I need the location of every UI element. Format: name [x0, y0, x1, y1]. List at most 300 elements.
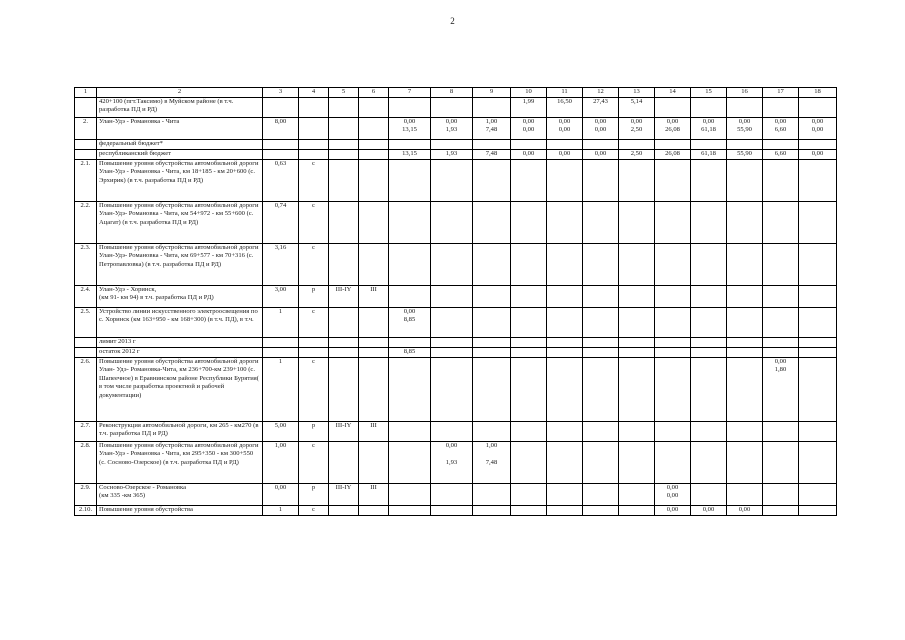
- table-cell: [299, 117, 329, 139]
- table-cell: [547, 421, 583, 441]
- table-cell: [389, 421, 431, 441]
- table-cell: [763, 139, 799, 149]
- table-cell: [727, 307, 763, 337]
- table-cell: [619, 357, 655, 421]
- table-cell: [547, 285, 583, 307]
- table-cell: 0,00: [263, 483, 299, 505]
- table-cell: [619, 347, 655, 357]
- table-cell: 0,00: [547, 149, 583, 159]
- table-cell: [511, 421, 547, 441]
- table-cell: [547, 139, 583, 149]
- table-cell: [619, 139, 655, 149]
- table-cell: [359, 97, 389, 117]
- header-cell-17: 17: [763, 88, 799, 98]
- row-number: 2.3.: [75, 243, 97, 285]
- table-cell: [763, 337, 799, 347]
- table-cell: [473, 97, 511, 117]
- header-cell-12: 12: [583, 88, 619, 98]
- row-number: 2.6.: [75, 357, 97, 421]
- table-cell: [359, 201, 389, 243]
- row-number: 2.10.: [75, 505, 97, 515]
- table-cell: [583, 243, 619, 285]
- table-cell: III: [359, 285, 389, 307]
- table-cell: 55,90: [727, 149, 763, 159]
- row-number: 2.5.: [75, 307, 97, 337]
- table-cell: [799, 505, 837, 515]
- header-cell-6: 6: [359, 88, 389, 98]
- table-cell: [329, 201, 359, 243]
- table-cell: [763, 159, 799, 201]
- header-cell-5: 5: [329, 88, 359, 98]
- table-row: [75, 139, 837, 149]
- table-cell: [691, 243, 727, 285]
- table-cell: [359, 139, 389, 149]
- table-cell: 0,00: [583, 149, 619, 159]
- table-cell: [691, 441, 727, 483]
- table-row: [75, 483, 837, 505]
- table-cell: [473, 505, 511, 515]
- table-cell: 2,50: [619, 149, 655, 159]
- table-cell: с: [299, 307, 329, 337]
- table-cell: [473, 139, 511, 149]
- row-description: Повышение уровня обустройства: [97, 505, 263, 515]
- row-number: [75, 139, 97, 149]
- table-cell: [727, 285, 763, 307]
- table-cell: [359, 307, 389, 337]
- table-cell: 1: [263, 307, 299, 337]
- table-row: [75, 149, 837, 159]
- table-cell: [473, 243, 511, 285]
- table-cell: [329, 139, 359, 149]
- table-cell: 0,00 26,08: [655, 117, 691, 139]
- table-cell: с: [299, 505, 329, 515]
- table-cell: [619, 243, 655, 285]
- table-cell: [619, 483, 655, 505]
- table-cell: [329, 441, 359, 483]
- table-cell: [763, 307, 799, 337]
- header-cell-10: 10: [511, 88, 547, 98]
- table-cell: [329, 243, 359, 285]
- table-cell: [727, 357, 763, 421]
- table-cell: с: [299, 441, 329, 483]
- row-description: Повышение уровня обустройства автомобильной дороги Улан-Удэ - Романовка - Чита, км 295+350 - км 300+550 (с. Сосново-Озерское) (в т.ч. разработка ПД и РД): [97, 441, 263, 483]
- table-cell: [299, 97, 329, 117]
- table-cell: [473, 483, 511, 505]
- table-cell: [431, 97, 473, 117]
- table-cell: [583, 307, 619, 337]
- table-cell: III-IY: [329, 285, 359, 307]
- table-cell: [473, 347, 511, 357]
- table-cell: [763, 285, 799, 307]
- table-cell: 0,00 55,90: [727, 117, 763, 139]
- table-row: [75, 357, 837, 421]
- table-cell: [655, 421, 691, 441]
- table-cell: [727, 483, 763, 505]
- table-cell: 1,00 7,48: [473, 117, 511, 139]
- table-cell: 0,00: [655, 505, 691, 515]
- table-cell: 0,00 61,18: [691, 117, 727, 139]
- table-cell: [691, 97, 727, 117]
- table-cell: 1: [263, 505, 299, 515]
- table-cell: [619, 159, 655, 201]
- header-cell-7: 7: [389, 88, 431, 98]
- table-cell: III: [359, 483, 389, 505]
- table-cell: [389, 505, 431, 515]
- table-cell: 0,00 0,00: [511, 117, 547, 139]
- table-cell: [389, 285, 431, 307]
- table-cell: [431, 159, 473, 201]
- table-cell: [359, 441, 389, 483]
- table-cell: [299, 337, 329, 347]
- table-cell: [511, 505, 547, 515]
- header-cell-11: 11: [547, 88, 583, 98]
- table-cell: [299, 139, 329, 149]
- table-cell: [763, 483, 799, 505]
- table-cell: [799, 285, 837, 307]
- table-cell: [691, 139, 727, 149]
- row-number: [75, 149, 97, 159]
- table-cell: с: [299, 201, 329, 243]
- table-cell: 0,00 2,50: [619, 117, 655, 139]
- table-cell: [763, 441, 799, 483]
- table-cell: [763, 505, 799, 515]
- table-cell: [583, 357, 619, 421]
- table-cell: р: [299, 285, 329, 307]
- table-cell: с: [299, 357, 329, 421]
- table-cell: [431, 243, 473, 285]
- table-cell: [547, 483, 583, 505]
- header-cell-9: 9: [473, 88, 511, 98]
- table-cell: [511, 483, 547, 505]
- table-cell: [655, 201, 691, 243]
- table-cell: [655, 441, 691, 483]
- table-cell: [263, 139, 299, 149]
- table-cell: [299, 149, 329, 159]
- table-cell: [359, 159, 389, 201]
- table-cell: [547, 159, 583, 201]
- table-cell: 5,14: [619, 97, 655, 117]
- table-cell: [691, 285, 727, 307]
- table-cell: [359, 357, 389, 421]
- table-cell: [691, 201, 727, 243]
- table-cell: [263, 97, 299, 117]
- row-number: 2.9.: [75, 483, 97, 505]
- table-cell: [389, 441, 431, 483]
- table-cell: 1: [263, 357, 299, 421]
- table-cell: [763, 97, 799, 117]
- page-number: 2: [450, 16, 455, 26]
- header-cell-15: 15: [691, 88, 727, 98]
- table-cell: [799, 139, 837, 149]
- table-cell: [619, 505, 655, 515]
- header-cell-14: 14: [655, 88, 691, 98]
- table-cell: 1,93: [431, 149, 473, 159]
- header-cell-13: 13: [619, 88, 655, 98]
- table-row: [75, 421, 837, 441]
- header-cell-18: 18: [799, 88, 837, 98]
- table-row: [75, 307, 837, 337]
- table-cell: [799, 421, 837, 441]
- table-cell: 13,15: [389, 149, 431, 159]
- table-cell: [799, 337, 837, 347]
- row-description: 420+100 (пгт.Таксимо) в Муйском районе (в т.ч. разработка ПД и РД): [97, 97, 263, 117]
- table-cell: [473, 201, 511, 243]
- table-cell: [799, 441, 837, 483]
- table-cell: [727, 337, 763, 347]
- row-description: Повышение уровня обустройства автомобильной дороги Улан-Удэ - Романовка - Чита, км 18+185 - км 20+600 (с. Эрхирик) (в т.ч. разработка ПД и РД): [97, 159, 263, 201]
- table-cell: 0,00 1,93: [431, 117, 473, 139]
- table-cell: [799, 307, 837, 337]
- table-cell: [619, 337, 655, 347]
- row-description: Устройство линии искусственного электроосвещения по с. Хоринск (км 163+950 - км 168+300) (в т.ч. ПД), в т.ч.: [97, 307, 263, 337]
- table-cell: [359, 337, 389, 347]
- table-cell: 0,63: [263, 159, 299, 201]
- table-cell: [263, 337, 299, 347]
- table-cell: [547, 347, 583, 357]
- table-cell: [329, 347, 359, 357]
- table-cell: [691, 159, 727, 201]
- header-cell-8: 8: [431, 88, 473, 98]
- table-cell: 0,74: [263, 201, 299, 243]
- table-cell: [655, 337, 691, 347]
- table-cell: [473, 337, 511, 347]
- table-cell: [389, 139, 431, 149]
- table-cell: [511, 201, 547, 243]
- table-cell: 6,60: [763, 149, 799, 159]
- row-number: 2.8.: [75, 441, 97, 483]
- table-cell: [511, 337, 547, 347]
- table-cell: [583, 159, 619, 201]
- table-cell: [763, 421, 799, 441]
- row-description: республиканский бюджет: [97, 149, 263, 159]
- table-cell: [691, 337, 727, 347]
- table-cell: [799, 243, 837, 285]
- table-cell: [655, 139, 691, 149]
- table-cell: [547, 201, 583, 243]
- table-cell: 0,00 13,15: [389, 117, 431, 139]
- row-number: [75, 337, 97, 347]
- table-cell: [583, 347, 619, 357]
- row-description: Повышение уровня обустройства автомобильной дороги Улан- Удэ- Романовка-Чита, км 236+700-км 239+100 (с. Шапеечное) в Еравнинском районе Республики Бурятия( в том числе разработка проектной и рабочей документации): [97, 357, 263, 421]
- table-cell: [763, 243, 799, 285]
- table-cell: [329, 505, 359, 515]
- row-description: Повышение уровня обустройства автомобильной дороги Улан-Удэ- Романовка - Чита, км 54+972 - км 55+600 (с. Ацагат) (в т.ч. разработка ПД и РД): [97, 201, 263, 243]
- table-cell: [329, 117, 359, 139]
- table-cell: [547, 337, 583, 347]
- table-cell: [359, 243, 389, 285]
- table-cell: [691, 421, 727, 441]
- table-cell: [583, 505, 619, 515]
- table-cell: [511, 441, 547, 483]
- table-cell: [727, 421, 763, 441]
- table-cell: [583, 139, 619, 149]
- row-number: 2.2.: [75, 201, 97, 243]
- row-description: Улан-Удэ - Романовка - Чита: [97, 117, 263, 139]
- table-cell: 1,99: [511, 97, 547, 117]
- table-cell: 0,00: [727, 505, 763, 515]
- row-number: 2.1.: [75, 159, 97, 201]
- table-cell: [431, 139, 473, 149]
- row-description: Сосново-Озерское - Романовка (км 335 -км 365): [97, 483, 263, 505]
- row-description: Реконструкция автомобильной дороги, км 265 - км270 (в т.ч. разработка ПД и РД): [97, 421, 263, 441]
- table-cell: [547, 505, 583, 515]
- row-number: 2.: [75, 117, 97, 139]
- table-cell: [655, 357, 691, 421]
- table-cell: [583, 483, 619, 505]
- table-cell: [583, 441, 619, 483]
- table-cell: [511, 139, 547, 149]
- table-cell: 26,08: [655, 149, 691, 159]
- table-cell: [619, 307, 655, 337]
- table-cell: III-IY: [329, 421, 359, 441]
- header-cell-16: 16: [727, 88, 763, 98]
- table-cell: [547, 441, 583, 483]
- table-row: [75, 243, 837, 285]
- table-cell: [359, 505, 389, 515]
- table-cell: 16,50: [547, 97, 583, 117]
- table-cell: [431, 421, 473, 441]
- table-cell: 7,48: [473, 149, 511, 159]
- table-cell: [329, 337, 359, 347]
- table-cell: с: [299, 243, 329, 285]
- table-cell: 3,00: [263, 285, 299, 307]
- table-cell: [583, 337, 619, 347]
- table-cell: [727, 243, 763, 285]
- row-description: Повышение уровня обустройства автомобильной дороги Улан-Удэ- Романовка - Чита, км 69+577 - км 70+316 (с. Петропавловка) (в т.ч. разработка ПД и РД): [97, 243, 263, 285]
- table-cell: [583, 421, 619, 441]
- table-cell: [547, 357, 583, 421]
- investment-table: [74, 87, 837, 516]
- row-description: федеральный бюджет*: [97, 139, 263, 149]
- table-cell: [583, 201, 619, 243]
- table-cell: [583, 285, 619, 307]
- table-cell: [799, 357, 837, 421]
- table-cell: [799, 483, 837, 505]
- table-cell: 0,00 0,00: [547, 117, 583, 139]
- table-cell: 27,43: [583, 97, 619, 117]
- table-cell: [299, 347, 329, 357]
- table-cell: [655, 243, 691, 285]
- table-cell: [727, 441, 763, 483]
- table-row: [75, 117, 837, 139]
- table-cell: 0,00 8,85: [389, 307, 431, 337]
- table-cell: 3,16: [263, 243, 299, 285]
- table-row: [75, 285, 837, 307]
- table-cell: 0,00 0,00: [655, 483, 691, 505]
- table-cell: [329, 97, 359, 117]
- table-cell: [655, 159, 691, 201]
- table-row: [75, 201, 837, 243]
- table-cell: [511, 347, 547, 357]
- table-cell: [547, 243, 583, 285]
- table-cell: [389, 201, 431, 243]
- table-cell: [263, 149, 299, 159]
- row-description: Улан-Удэ - Хоринск, (км 91- км 94) в т.ч. разработка ПД и РД): [97, 285, 263, 307]
- header-cell-2: 2: [97, 88, 263, 98]
- row-description: остаток 2012 г: [97, 347, 263, 357]
- table-cell: [691, 483, 727, 505]
- table-cell: III: [359, 421, 389, 441]
- header-row: [75, 88, 837, 98]
- table-cell: [263, 347, 299, 357]
- table-cell: [329, 357, 359, 421]
- table-cell: [511, 307, 547, 337]
- table-cell: [359, 149, 389, 159]
- table-cell: 0,00 0,00: [799, 117, 837, 139]
- table-cell: [473, 159, 511, 201]
- table-cell: 1,00 7,48: [473, 441, 511, 483]
- table-cell: [389, 337, 431, 347]
- table-row: [75, 505, 837, 515]
- table-cell: 0,00: [691, 505, 727, 515]
- table-cell: [389, 357, 431, 421]
- table-cell: [329, 307, 359, 337]
- table-cell: 0,00 1,93: [431, 441, 473, 483]
- table-cell: [329, 149, 359, 159]
- table-row: [75, 441, 837, 483]
- table-cell: [691, 307, 727, 337]
- table-cell: [691, 357, 727, 421]
- table-cell: [799, 97, 837, 117]
- table-cell: [619, 285, 655, 307]
- table-cell: [389, 243, 431, 285]
- row-description: лимит 2013 г: [97, 337, 263, 347]
- table-cell: [389, 97, 431, 117]
- table-cell: [619, 441, 655, 483]
- table-cell: [547, 307, 583, 337]
- table-cell: [511, 357, 547, 421]
- table-cell: [763, 201, 799, 243]
- table-cell: [799, 347, 837, 357]
- table-cell: [655, 285, 691, 307]
- table-cell: [431, 505, 473, 515]
- table-cell: [431, 285, 473, 307]
- table-cell: [799, 159, 837, 201]
- table-cell: [727, 97, 763, 117]
- table-cell: [727, 159, 763, 201]
- table-row: [75, 337, 837, 347]
- table-cell: [511, 159, 547, 201]
- table-row: [75, 97, 837, 117]
- table-cell: 8,85: [389, 347, 431, 357]
- table-row: [75, 347, 837, 357]
- table-cell: 0,00 1,80: [763, 357, 799, 421]
- table-cell: [473, 285, 511, 307]
- table-cell: [473, 421, 511, 441]
- table-cell: [431, 201, 473, 243]
- table-cell: [329, 159, 359, 201]
- table-cell: [389, 483, 431, 505]
- table-cell: [359, 347, 389, 357]
- table-cell: [727, 201, 763, 243]
- header-cell-4: 4: [299, 88, 329, 98]
- table-row: [75, 159, 837, 201]
- table-cell: [763, 347, 799, 357]
- table-cell: [431, 337, 473, 347]
- table-cell: р: [299, 483, 329, 505]
- table-cell: [619, 201, 655, 243]
- table-cell: 0,00: [799, 149, 837, 159]
- table-cell: [655, 307, 691, 337]
- table-cell: [431, 347, 473, 357]
- table-cell: [431, 483, 473, 505]
- table-cell: [511, 243, 547, 285]
- table-cell: [473, 357, 511, 421]
- row-number: [75, 347, 97, 357]
- table-cell: [431, 307, 473, 337]
- table-cell: [511, 285, 547, 307]
- table-cell: 5,00: [263, 421, 299, 441]
